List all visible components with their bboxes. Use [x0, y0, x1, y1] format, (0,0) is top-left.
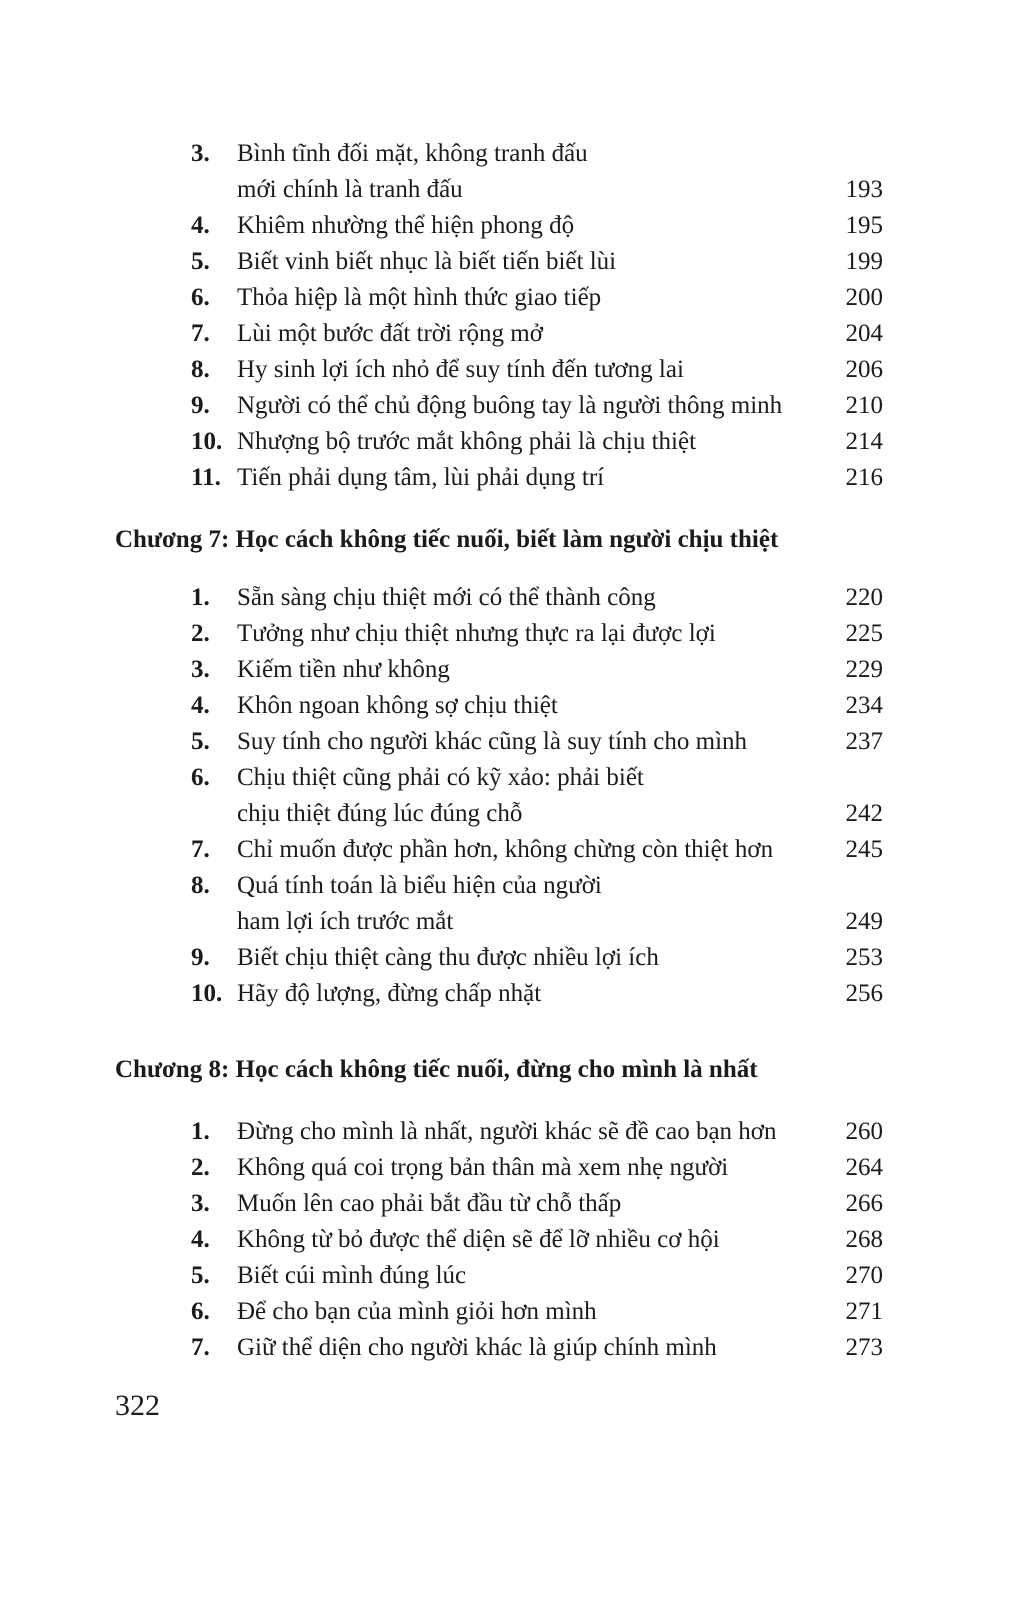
toc-entry-title-line: Chỉ muốn được phần hơn, không chừng còn thiệt hơn: [237, 836, 774, 863]
toc-entry-title: [237, 580, 831, 616]
toc-entry-page-number: 270: [845, 1262, 883, 1289]
toc-section: [115, 522, 883, 1012]
toc-entry-title-line: Không quá coi trọng bản thân mà xem nhẹ người: [237, 1154, 729, 1181]
toc-entry: [191, 136, 883, 208]
toc-entry: [191, 424, 883, 460]
toc-entry-title-line: Biết vinh biết nhục là biết tiến biết lùi: [237, 248, 617, 275]
toc-entry-title: [237, 616, 831, 652]
toc-entry-title: [237, 208, 831, 244]
toc-entry-title: [237, 244, 831, 280]
toc-entry-title: [237, 1150, 831, 1186]
toc-entry-title: [237, 424, 831, 460]
toc-entry-title-line: mới chính là tranh đấu: [237, 176, 463, 203]
toc-entry: [191, 1150, 883, 1186]
toc-entry-title-line: Hãy độ lượng, đừng chấp nhặt: [237, 980, 542, 1007]
toc-entry-title-line: Người có thể chủ động buông tay là người thông minh: [237, 392, 783, 419]
toc-entry-title: [237, 1186, 831, 1222]
toc-entry-number: 3.: [191, 656, 210, 683]
toc-section: [115, 1052, 883, 1366]
toc-entry-title: [237, 868, 831, 940]
toc-entry-title: [237, 1330, 831, 1366]
toc-entry-page-number: 195: [845, 212, 883, 239]
toc-entry-number: 4.: [191, 212, 210, 239]
toc-entry-title: [237, 316, 831, 352]
chapter-heading: Chương 7: Học cách không tiếc nuối, biết làm người chịu thiệt: [115, 526, 779, 553]
toc-entry: [191, 460, 883, 496]
toc-entry-number: 7.: [191, 320, 210, 347]
toc-entry: [191, 388, 883, 424]
toc-entry-page-number: 242: [845, 800, 883, 827]
toc-entry-page-number: 260: [845, 1118, 883, 1145]
toc-entry-title-line: Sẵn sàng chịu thiệt mới có thể thành công: [237, 584, 656, 611]
toc-entry-page-number: 210: [845, 392, 883, 419]
toc-entry-number: 7.: [191, 1334, 210, 1361]
footer-page-number: 322: [115, 1389, 160, 1422]
toc-content: [115, 136, 883, 1366]
toc-entry: [191, 976, 883, 1012]
toc-entry-page-number: 249: [845, 908, 883, 935]
toc-entry-title: [237, 652, 831, 688]
toc-entry-number: 7.: [191, 836, 210, 863]
toc-entry-title-line: Suy tính cho người khác cũng là suy tính cho mình: [237, 728, 748, 755]
toc-entry-number: 3.: [191, 140, 210, 167]
toc-entry-title-line: Biết cúi mình đúng lúc: [237, 1262, 467, 1289]
toc-entry-page-number: 214: [845, 428, 883, 455]
toc-entry-page-number: 271: [845, 1298, 883, 1325]
toc-entry-page-number: 273: [845, 1334, 883, 1361]
toc-entry-number: 10.: [191, 428, 223, 455]
toc-entry-title: [237, 460, 831, 496]
toc-entry: [191, 352, 883, 388]
toc-entry-title-line: Bình tĩnh đối mặt, không tranh đấu: [237, 140, 588, 167]
toc-entry-title-line: chịu thiệt đúng lúc đúng chỗ: [237, 800, 523, 827]
toc-entry-number: 1.: [191, 584, 210, 611]
toc-entry-title: [237, 1258, 831, 1294]
toc-entry-title-line: Chịu thiệt cũng phải có kỹ xảo: phải biết: [237, 764, 644, 791]
toc-entry-title-line: Đừng cho mình là nhất, người khác sẽ đề cao bạn hơn: [237, 1118, 777, 1145]
toc-entry-page-number: 237: [845, 728, 883, 755]
toc-entry-title: [237, 760, 831, 832]
toc-entry-page-number: 229: [845, 656, 883, 683]
toc-entry: [191, 688, 883, 724]
toc-entry-number: 4.: [191, 692, 210, 719]
toc-entry-title: [237, 388, 831, 424]
toc-entry-number: 5.: [191, 728, 210, 755]
toc-entry: [191, 1294, 883, 1330]
toc-entry-title: [237, 1222, 831, 1258]
toc-entry-number: 2.: [191, 620, 210, 647]
toc-entry: [191, 1222, 883, 1258]
toc-entry-number: 2.: [191, 1154, 210, 1181]
toc-entry-title: [237, 1294, 831, 1330]
toc-entry-number: 5.: [191, 248, 210, 275]
toc-section: [115, 136, 883, 496]
toc-entry-number: 3.: [191, 1190, 210, 1217]
toc-entry-title: [237, 280, 831, 316]
toc-entry-page-number: 268: [845, 1226, 883, 1253]
toc-entry-page-number: 256: [845, 980, 883, 1007]
toc-entry-title-line: Tiến phải dụng tâm, lùi phải dụng trí: [237, 464, 605, 491]
toc-entry: [191, 1186, 883, 1222]
toc-entry-page-number: 220: [845, 584, 883, 611]
toc-entry-number: 10.: [191, 980, 223, 1007]
toc-item-list: [191, 580, 883, 1012]
toc-entry-title-line: Khôn ngoan không sợ chịu thiệt: [237, 692, 558, 719]
toc-entry-title: [237, 352, 831, 388]
toc-entry-title: [237, 136, 831, 208]
toc-entry: [191, 580, 883, 616]
toc-entry-page-number: 216: [845, 464, 883, 491]
toc-entry-page-number: 199: [845, 248, 883, 275]
toc-entry: [191, 832, 883, 868]
toc-entry-title: [237, 688, 831, 724]
toc-entry-title: [237, 832, 831, 868]
toc-entry: [191, 208, 883, 244]
toc-entry-title-line: Biết chịu thiệt càng thu được nhiều lợi ích: [237, 944, 659, 971]
toc-entry-number: 5.: [191, 1262, 210, 1289]
toc-entry-title-line: Muốn lên cao phải bắt đầu từ chỗ thấp: [237, 1190, 622, 1217]
toc-entry-number: 8.: [191, 356, 210, 383]
toc-entry-title: [237, 1114, 831, 1150]
toc-entry-title-line: Lùi một bước đất trời rộng mở: [237, 320, 543, 347]
toc-entry: [191, 1258, 883, 1294]
toc-entry-title-line: Giữ thể diện cho người khác là giúp chính mình: [237, 1334, 717, 1361]
toc-entry-number: 8.: [191, 872, 210, 899]
toc-entry-title-line: Để cho bạn của mình giỏi hơn mình: [237, 1298, 597, 1325]
toc-entry-title: [237, 976, 831, 1012]
toc-entry-number: 6.: [191, 284, 210, 311]
toc-entry-title-line: Khiêm nhường thể hiện phong độ: [237, 212, 575, 239]
toc-entry: [191, 652, 883, 688]
toc-entry-page-number: 206: [845, 356, 883, 383]
toc-entry: [191, 1330, 883, 1366]
toc-entry-title-line: ham lợi ích trước mắt: [237, 908, 454, 935]
toc-entry-title-line: Không từ bỏ được thể diện sẽ để lỡ nhiều cơ hội: [237, 1226, 720, 1253]
toc-entry-title-line: Tưởng như chịu thiệt nhưng thực ra lại được lợi: [237, 620, 716, 647]
toc-entry-number: 6.: [191, 1298, 210, 1325]
toc-entry-page-number: 245: [845, 836, 883, 863]
toc-entry-number: 9.: [191, 944, 210, 971]
toc-entry-title-line: Hy sinh lợi ích nhỏ để suy tính đến tương lai: [237, 356, 684, 383]
chapter-heading: Chương 8: Học cách không tiếc nuối, đừng cho mình là nhất: [115, 1056, 758, 1083]
toc-item-list: [191, 1114, 883, 1366]
toc-entry-number: 4.: [191, 1226, 210, 1253]
toc-entry: [191, 724, 883, 760]
toc-entry-number: 11.: [191, 464, 221, 491]
toc-entry: [191, 616, 883, 652]
toc-entry-page-number: 264: [845, 1154, 883, 1181]
toc-entry: [191, 280, 883, 316]
toc-entry: [191, 940, 883, 976]
toc-entry-page-number: 225: [845, 620, 883, 647]
toc-entry-number: 1.: [191, 1118, 210, 1145]
toc-entry-title-line: Quá tính toán là biểu hiện của người: [237, 872, 602, 899]
toc-entry-page-number: 266: [845, 1190, 883, 1217]
toc-entry-title-line: Thỏa hiệp là một hình thức giao tiếp: [237, 284, 602, 311]
toc-entry: [191, 244, 883, 280]
toc-entry-page-number: 253: [845, 944, 883, 971]
toc-entry: [191, 760, 883, 832]
toc-entry-page-number: 234: [845, 692, 883, 719]
toc-entry-number: 9.: [191, 392, 210, 419]
toc-entry-number: 6.: [191, 764, 210, 791]
toc-entry-title-line: Nhượng bộ trước mắt không phải là chịu thiệt: [237, 428, 697, 455]
toc-entry-page-number: 204: [845, 320, 883, 347]
toc-entry-title: [237, 724, 831, 760]
toc-entry-page-number: 193: [845, 176, 883, 203]
toc-item-list: [191, 136, 883, 496]
toc-entry-title: [237, 940, 831, 976]
toc-entry: [191, 868, 883, 940]
toc-entry: [191, 316, 883, 352]
toc-entry-page-number: 200: [845, 284, 883, 311]
toc-entry: [191, 1114, 883, 1150]
toc-entry-title-line: Kiếm tiền như không: [237, 656, 450, 683]
